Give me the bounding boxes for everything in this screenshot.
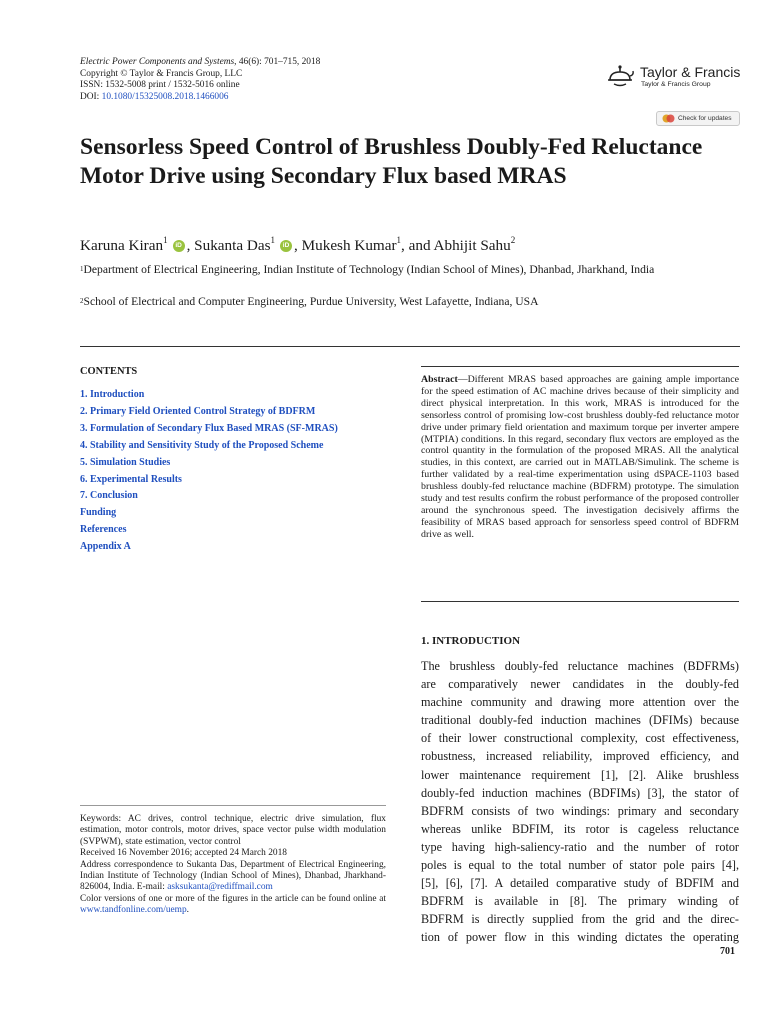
body-line: are comparatively newer candidates in the doubly-fed bbox=[421, 677, 739, 692]
affiliation-text: Department of Electrical Engineering, Indian Institute of Technology (Indian School of Mines), Dhanbad, Jharkhand, India bbox=[83, 263, 655, 276]
author-affil-sup: 1 bbox=[396, 235, 402, 245]
author-list bbox=[80, 237, 515, 255]
author-separator: , bbox=[186, 237, 195, 254]
color-note-end: . bbox=[186, 905, 190, 916]
introduction-body bbox=[421, 657, 739, 947]
author-name[interactable]: Karuna Kiran bbox=[80, 237, 164, 254]
author-separator: , and bbox=[401, 237, 434, 254]
publisher-name: Taylor & Francis bbox=[640, 64, 741, 80]
toc-link-primary-field[interactable]: 2. Primary Field Oriented Control Strategy of BDFRM bbox=[80, 405, 316, 417]
author-affil-sup: 1 bbox=[270, 235, 276, 245]
journal-name: Electric Power Components and Systems bbox=[80, 57, 235, 67]
orcid-icon[interactable]: iD bbox=[280, 240, 292, 252]
email-link[interactable]: asksukanta@rediffmail.com bbox=[167, 882, 273, 893]
doi-label: DOI: bbox=[80, 91, 102, 102]
body-line: traditional doubly-fed induction machines (DFIMs) because bbox=[421, 713, 739, 728]
affiliation-sup: 2 bbox=[80, 297, 84, 305]
body-line: [5], [6], [7]. A detailed comparative study of BDFIM and bbox=[421, 876, 739, 891]
doi-link[interactable]: 10.1080/15325008.2018.1466006 bbox=[101, 91, 229, 102]
body-line: BDFRM is directly supplied from the grid and the direc- bbox=[421, 912, 739, 927]
orcid-icon[interactable]: iD bbox=[173, 240, 185, 252]
color-note bbox=[80, 894, 386, 917]
check-for-updates-label: Check for updates bbox=[678, 115, 732, 122]
article-footnotes bbox=[80, 814, 386, 917]
crossmark-icon bbox=[662, 114, 675, 123]
author-separator: , bbox=[294, 237, 302, 254]
journal-url-link[interactable]: www.tandfonline.com/uemp bbox=[80, 905, 187, 916]
body-line: machine community and drawing more attention over the bbox=[421, 695, 739, 710]
body-line: type having high-saliency-ratio and the number of rotor bbox=[421, 839, 739, 854]
journal-citation: , 46(6): 701–715, 2018 bbox=[234, 57, 321, 67]
teapot-lamp-icon bbox=[604, 60, 636, 92]
body-line: whereas unlike BDFIM, its rotor is cageless reluctance bbox=[421, 821, 739, 836]
affiliation-2 bbox=[80, 294, 740, 309]
header-divider bbox=[80, 346, 740, 347]
toc-link-references[interactable]: References bbox=[80, 524, 127, 536]
body-line: of their lower constructional complexity, cost effectiveness, bbox=[421, 731, 739, 746]
journal-metadata bbox=[80, 57, 320, 103]
address-text: Address correspondence to Sukanta Das, Department of Electrical Engineering, Indian Institute of Technology (Indian School of Mines), Dhanbad, Jharkhand-826004, India. E-mail: bbox=[80, 859, 386, 893]
check-for-updates-button[interactable] bbox=[656, 111, 740, 126]
correspondence-address bbox=[80, 860, 386, 894]
abstract-top-rule bbox=[421, 366, 739, 367]
toc-link-introduction[interactable]: 1. Introduction bbox=[80, 389, 145, 400]
toc-link-appendix[interactable]: Appendix A bbox=[80, 541, 131, 553]
introduction-heading: 1. INTRODUCTION bbox=[421, 635, 521, 647]
received-dates: Received 16 November 2016; accepted 24 March 2018 bbox=[80, 848, 287, 859]
footnote-rule bbox=[80, 805, 386, 806]
table-of-contents bbox=[80, 387, 338, 556]
author-affil-sup: 2 bbox=[510, 235, 516, 245]
abstract bbox=[421, 374, 739, 541]
contents-heading: CONTENTS bbox=[80, 366, 138, 377]
body-line: doubly-fed induction machines (BDFIMs) [3], the stator of bbox=[421, 785, 739, 800]
page-number: 701 bbox=[720, 946, 735, 957]
keywords: Keywords: AC drives, control technique, electric drive simulation, flux estimation, motor controls, motor drives, space vector pulse width modulation (SVPWM), state estimation, vector control bbox=[80, 814, 386, 847]
toc-link-funding[interactable]: Funding bbox=[80, 507, 117, 519]
author-name[interactable]: Mukesh Kumar bbox=[301, 237, 397, 254]
copyright-line: Copyright © Taylor & Francis Group, LLC bbox=[80, 68, 243, 79]
color-note-text: Color versions of one or more of the figures in the article can be found online at bbox=[80, 893, 386, 904]
author-affil-sup: 1 bbox=[163, 235, 168, 245]
toc-link-simulation[interactable]: 5. Simulation Studies bbox=[80, 456, 171, 468]
body-line: The brushless doubly-fed reluctance machines (BDFRMs) bbox=[421, 659, 739, 673]
article-title: Sensorless Speed Control of Brushless Doubly-Fed Reluctance Motor Drive using Secondary Flux based MRAS bbox=[80, 134, 703, 189]
body-line: BDFRM is available in [8]. The primary winding of bbox=[421, 894, 739, 909]
body-line: tion of power flow in this winding dictates the operating bbox=[421, 930, 739, 945]
publisher-group: Taylor & Francis Group bbox=[641, 81, 711, 88]
toc-link-experimental[interactable]: 6. Experimental Results bbox=[80, 473, 182, 485]
body-line: BDFRM consists of two windings: primary and secondary bbox=[421, 803, 739, 818]
publisher-logo[interactable] bbox=[604, 58, 744, 94]
affiliation-sup: 1 bbox=[80, 265, 84, 273]
doi-line bbox=[80, 92, 320, 104]
toc-link-stability[interactable]: 4. Stability and Sensitivity Study of the Proposed Scheme bbox=[80, 439, 324, 451]
body-line: poles is equal to the total number of stator pole pairs [4], bbox=[421, 858, 739, 873]
author-name[interactable]: Sukanta Das bbox=[194, 237, 271, 254]
abstract-bottom-rule bbox=[421, 601, 739, 602]
body-line: robustness, increased reliability, improved efficiency, and bbox=[421, 749, 739, 764]
body-line: lower maintenance requirement [1], [2]. Alike brushless bbox=[421, 767, 739, 782]
affiliation-text: School of Electrical and Computer Engineering, Purdue University, West Lafayette, Indiana, USA bbox=[83, 295, 539, 308]
toc-link-formulation[interactable]: 3. Formulation of Secondary Flux Based MRAS (SF-MRAS) bbox=[80, 422, 338, 434]
author-name[interactable]: Abhijit Sahu bbox=[433, 237, 511, 254]
abstract-label: Abstract bbox=[421, 374, 458, 385]
abstract-text: —Different MRAS based approaches are gaining ample importance for the speed estimation of AC machine drives because of their simplicity and direct physical interpretation. In this work, MRAS is introduced for the sensorless control of promising low-cost brushless doubly-fed reluctance motor drive under primary field orientation and maximum torque per inverter ampere (MTPIA) conditions. In this regard, secondary flux vectors are employed as the control quantity in the formulation of the proposed MRAS. All the analytical studies, in this context, are carried out in MATLAB/Simulink. The scheme is further validated by a real-time experimentation using dSPACE-1103 based brushless doubly-fed reluctance machine (BDFRM) prototype. The simulation study and test results confirm the robust performance of the proposed controller around the synchronous speed. The investigation decisively affirms the feasibility of MRAS based approach for sensorless speed control of BDFRM drive as well. bbox=[421, 374, 739, 540]
toc-link-conclusion[interactable]: 7. Conclusion bbox=[80, 490, 138, 502]
issn-line: ISSN: 1532-5008 print / 1532-5016 online bbox=[80, 80, 240, 90]
affiliation-1 bbox=[80, 262, 740, 277]
